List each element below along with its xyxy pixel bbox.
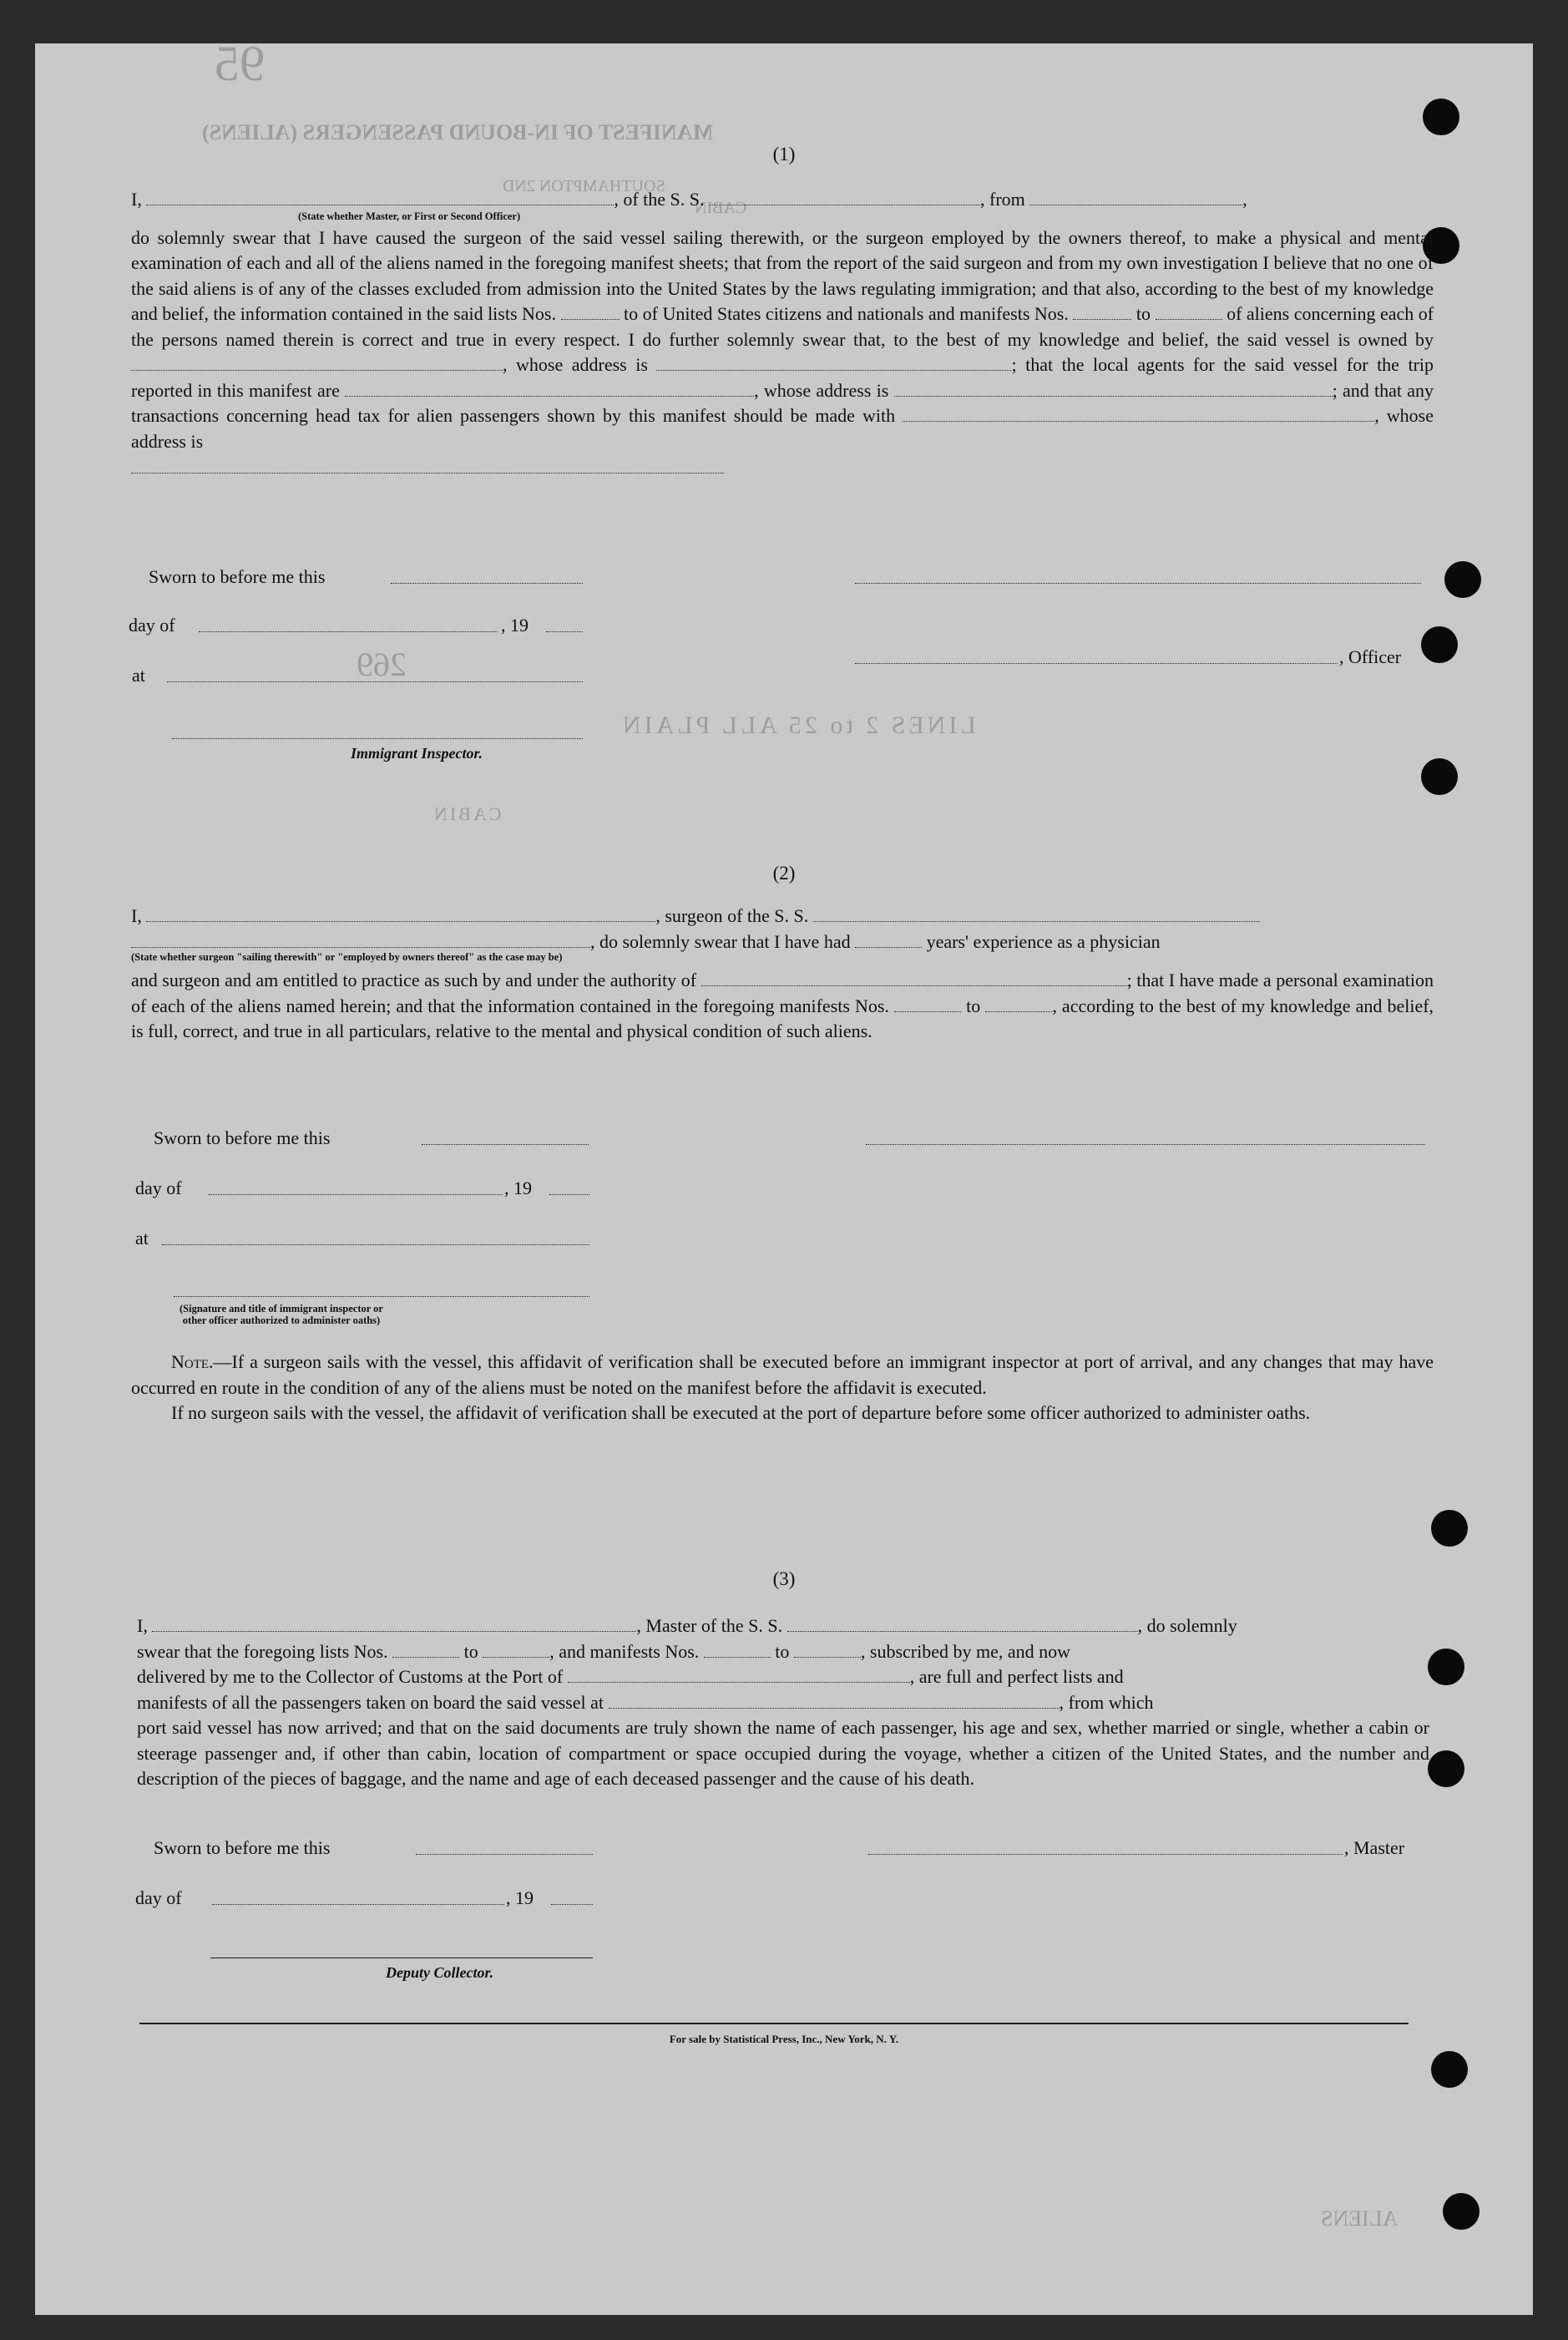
s3-ship-name-field[interactable] [787, 1614, 1138, 1632]
s1-day-of-label: day of [129, 615, 175, 636]
s2-years-experience: years' experience as a physician [926, 930, 1161, 952]
s1-ship-label: , of the S. S. [614, 189, 705, 210]
s3-taken-on-text: manifests of all the passengers taken on board the said vessel at [137, 1691, 604, 1713]
s3-master-name-field[interactable] [152, 1614, 636, 1632]
section-1-oath [131, 187, 1434, 474]
bleed-cabin: CABIN [432, 803, 502, 824]
s2-authority-field[interactable] [701, 969, 1127, 986]
bleed-note-lines: LINES 2 to 25 ALL PLAIN [620, 712, 976, 739]
s2-surgeon-name-field[interactable] [146, 904, 655, 922]
s2-year-label: , 19 [504, 1178, 532, 1198]
footer-imprint: For sale by Statistical Press, Inc., New York, N. Y. [669, 2033, 899, 2045]
s3-full-lists-text: , are full and perfect lists and [909, 1666, 1124, 1687]
s1-at-field[interactable] [167, 681, 583, 682]
s1-agents-field[interactable] [345, 379, 754, 397]
s2-surgeon-signature-field[interactable] [866, 1144, 1425, 1145]
s1-year-label: , 19 [501, 615, 529, 636]
s1-comma-2: , [754, 379, 759, 401]
punch-hole [1421, 758, 1458, 795]
s1-manifests-from-field[interactable] [1073, 302, 1131, 320]
s1-whose-address-1: , whose address is [503, 354, 648, 375]
s3-year-field[interactable] [551, 1904, 593, 1905]
s1-officer-title-field[interactable] [855, 663, 1338, 664]
s2-sworn-label: Sworn to before me this [154, 1127, 331, 1148]
s1-to-1: to [624, 303, 639, 324]
s3-day-field[interactable] [212, 1904, 504, 1905]
bleed-class: CABIN [695, 199, 747, 217]
s1-to-2: to [1136, 303, 1151, 324]
s2-at-label: at [135, 1228, 149, 1249]
punch-hole [1428, 1750, 1464, 1787]
s2-ship-label: , surgeon of the S. S. [655, 905, 809, 926]
s2-manifests-from-field[interactable] [894, 995, 961, 1012]
s3-from-which: , from which [1059, 1691, 1154, 1713]
bleed-aliens: ALIENS [1321, 2206, 1399, 2231]
bleed-manifest-title: MANIFEST OF IN-BOUND PASSENGERS (ALIENS) [202, 120, 714, 144]
section-1-number: (1) [772, 144, 796, 165]
s3-manifests-from-field[interactable] [704, 1640, 771, 1658]
s2-note-2: If no surgeon sails with the vessel, the affidavit of verification shall be executed at the port of departure before some officer authorized to administer oaths. [171, 1402, 1311, 1423]
punch-hole [1444, 561, 1481, 598]
s3-lists-to-field[interactable] [483, 1640, 549, 1658]
s1-head-tax: ; and that any transactions concerning head tax for alien passengers shown by this manifest should be made with [131, 379, 1434, 426]
s2-note-1: —If a surgeon sails with the vessel, this affidavit of verification shall be executed before an immigrant inspector at port of arrival, and any changes that may have occurred en route in the condition of any of the aliens must be noted on the manifest before the affidavit is executed. [131, 1351, 1434, 1398]
s1-agents-address-field[interactable] [894, 379, 1333, 397]
s2-body-b: that I have made a personal examination of each of the aliens named herein; and that the information contained in the foregoing manifests Nos. [131, 970, 1434, 1016]
punch-hole [1421, 626, 1458, 663]
s2-ship-name-field[interactable] [813, 904, 1260, 922]
s2-status-caption: (State whether surgeon "sailing therewith" or "employed by owners thereof" as the case may be) [131, 951, 563, 963]
s3-lists-text: swear that the foregoing lists Nos. [137, 1640, 388, 1662]
s3-manifests-to-field[interactable] [794, 1640, 861, 1658]
s1-owner-address-field[interactable] [656, 353, 1011, 371]
s2-years-text: , do solemnly swear that I have had [590, 930, 851, 952]
s2-sworn-date-field[interactable] [422, 1144, 589, 1145]
section-2-oath [131, 904, 1434, 1045]
s3-boarding-port-field[interactable] [609, 1691, 1060, 1709]
s3-master-label: , Master of the S. S. [636, 1615, 783, 1636]
s2-at-field[interactable] [162, 1244, 589, 1245]
s1-officer-label: , Officer [1339, 646, 1402, 667]
s1-officer-signature-field[interactable] [855, 583, 1421, 584]
s3-lists-from-field[interactable] [392, 1640, 459, 1658]
s3-sworn-label: Sworn to before me this [154, 1837, 331, 1858]
s3-manifests-text: , and manifests Nos. [549, 1640, 700, 1662]
s1-whose-address-3: , whose address is [131, 405, 1434, 452]
punch-hole [1431, 2051, 1468, 2088]
footer-rule [139, 2023, 1409, 2024]
s3-port-field[interactable] [568, 1665, 910, 1683]
s1-inspector-signature-field[interactable] [172, 738, 583, 739]
s1-comma: , [1242, 189, 1247, 210]
s2-note [131, 1350, 1434, 1426]
s1-manifests-to-field[interactable] [1156, 302, 1222, 320]
s1-year-field[interactable] [546, 631, 583, 632]
s3-do-solemnly: , do solemnly [1137, 1615, 1237, 1636]
s2-note-label: Note. [171, 1351, 214, 1372]
s1-body-c: of aliens concerning each of the persons named therein is correct and true in every respect. I do further solemnly swear that, to the best of my knowledge and belief, the said vessel is owned by [131, 303, 1434, 350]
s2-semicolon: ; [1126, 970, 1132, 990]
bleed-page-number: 95 [215, 43, 265, 91]
s3-master-label-sig: , Master [1344, 1837, 1405, 1858]
s1-lists-from-field[interactable] [561, 302, 620, 320]
s2-authority-text: and surgeon and am entitled to practice as such by and under the authority of [131, 970, 697, 990]
s1-officer-caption: (State whether Master, or First or Second Officer) [298, 210, 521, 222]
s3-year-label: , 19 [506, 1887, 534, 1908]
s1-body-b: of United States citizens and nationals and manifests Nos. [642, 303, 1069, 324]
s1-inspector-label: Immigrant Inspector. [351, 745, 483, 762]
s1-semicolon: ; [1011, 354, 1017, 375]
s3-port-text: delivered by me to the Collector of Customs at the Port of [137, 1666, 564, 1687]
s2-years-field[interactable] [855, 930, 922, 948]
s2-manifests-to-field[interactable] [985, 995, 1052, 1012]
s3-day-of-label: day of [135, 1887, 182, 1908]
s3-master-signature-field[interactable] [868, 1854, 1343, 1855]
s2-year-field[interactable] [549, 1194, 589, 1195]
section-3-oath [137, 1613, 1429, 1792]
s1-owner-field[interactable] [131, 353, 503, 371]
s1-at-label: at [132, 665, 145, 686]
s2-day-of-label: day of [135, 1178, 182, 1198]
s3-sworn-date-field[interactable] [416, 1854, 593, 1855]
s3-deputy-label: Deputy Collector. [386, 1964, 493, 1981]
section-2-number: (2) [772, 863, 796, 884]
s1-from-port-field[interactable] [1029, 188, 1242, 205]
s3-to-1: to [463, 1640, 478, 1662]
s1-from-label: , from [980, 189, 1025, 210]
bleed-stamp: 269 [357, 646, 407, 683]
s3-body: port said vessel has now arrived; and that on the said documents are truly shown the name of each passenger, his age and sex, whether married or single, whether a cabin or steerage passenger and, if other than cabin, location of compartment or space occupied during the voyage, whether a citizen of the United States, and the number and description of the pieces of baggage, and the name and age of each deceased passenger and the cause of his death. [137, 1717, 1429, 1789]
s1-body-a: do solemnly swear that I have caused the surgeon of the said vessel sailing therewith, or the surgeon employed by the owners thereof, to make a physical and mental examination of each and all of the aliens named in the foregoing manifest sheets; that from the report of the said surgeon and from my own investigation I believe that no one of the said aliens is of any of the classes excluded from admission into the United States by the laws regulating immigration; and that also, according to the best of my knowledge and belief, the information contained in the said lists Nos. [131, 226, 1434, 324]
s1-whose-address-2: whose address is [763, 379, 889, 401]
bleed-departure: SOUTHAMPTON 2ND [503, 177, 665, 195]
s2-day-field[interactable] [209, 1194, 503, 1195]
s1-i-label: I, [131, 189, 142, 210]
s3-to-2: to [775, 1640, 790, 1662]
manifest-page [35, 43, 1533, 2315]
s3-subscribed-text: , subscribed by me, and now [860, 1640, 1071, 1662]
s2-to: to [966, 995, 981, 1016]
punch-hole [1423, 99, 1459, 135]
s1-head-tax-address-field[interactable] [131, 456, 724, 474]
s1-agents-text: that the local agents for the said vessel for the trip reported in this manifest are [131, 354, 1434, 401]
punch-hole [1431, 1510, 1468, 1547]
section-3-number: (3) [772, 1568, 796, 1589]
s2-inspector-signature-field[interactable] [174, 1296, 589, 1297]
s1-ship-name-field[interactable] [709, 188, 980, 205]
s2-surgeon-status-field[interactable] [131, 930, 590, 948]
s2-signature-caption: (Signature and title of immigrant inspector or other officer authorized to administer oaths) [180, 1303, 383, 1326]
s1-head-tax-party-field[interactable] [903, 404, 1374, 422]
s2-i-label: I, [131, 905, 142, 926]
s3-i-label: I, [137, 1615, 148, 1636]
s1-day-field[interactable] [199, 631, 498, 632]
s1-sworn-date-field[interactable] [391, 583, 583, 584]
punch-hole [1428, 1649, 1464, 1685]
s2-body-c: , according to the best of my knowledge and belief, is full, correct, and true in all particulars, relative to the mental and physical condition of such aliens. [131, 995, 1434, 1041]
s1-officer-name-field[interactable] [146, 188, 614, 205]
s1-sworn-label: Sworn to before me this [149, 566, 326, 587]
punch-hole [1443, 2193, 1479, 2230]
